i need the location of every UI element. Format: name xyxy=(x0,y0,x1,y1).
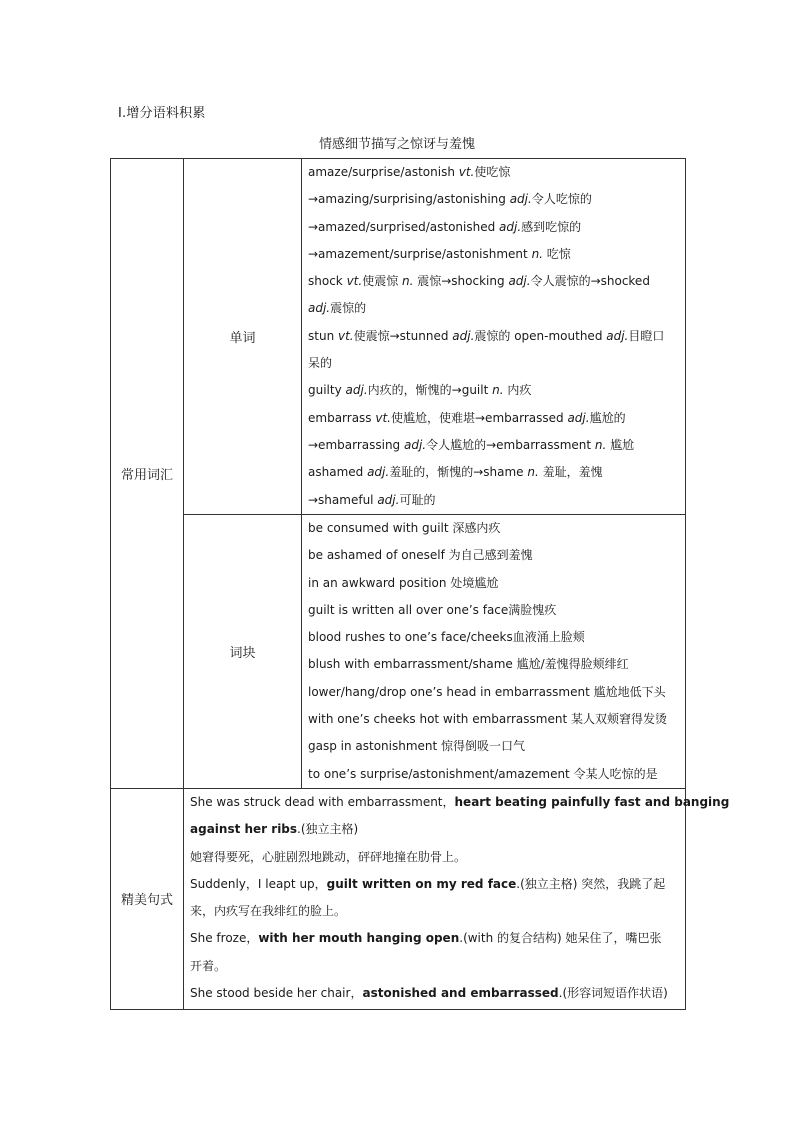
danci-segment: 尴尬 xyxy=(606,437,635,452)
cikuai-segment: be ashamed of oneself 为自己感到羞愧 xyxy=(308,548,533,563)
cikuai-line xyxy=(308,733,681,760)
danci-segment: 震惊的 xyxy=(330,301,367,316)
danci-segment: vt. xyxy=(337,328,354,343)
jingmei-segment: 她窘得要死，心脏剧烈地跳动，砰砰地撞在肋骨上。 xyxy=(190,849,467,864)
danci-segment: vt. xyxy=(458,165,475,179)
jingmei-segment: .(with 的复合结构) 她呆住了，嘴巴张 xyxy=(459,931,662,946)
danci-segment: adj. xyxy=(499,219,522,234)
cikuai-line xyxy=(308,624,681,651)
table-row-jingmei xyxy=(111,788,686,1009)
danci-list xyxy=(308,159,681,514)
danci-content xyxy=(302,159,686,515)
cikuai-segment: be consumed with guilt 深感内疚 xyxy=(308,521,501,535)
jingmei-segment: She froze， xyxy=(190,931,259,946)
cikuai-line xyxy=(308,515,681,542)
danci-segment: 感到吃惊的 xyxy=(521,219,582,234)
jingmei-line xyxy=(190,898,681,925)
jingmei-line xyxy=(190,953,681,980)
danci-segment: 羞耻，羞愧 xyxy=(538,465,603,480)
jingmei-segment: against her ribs xyxy=(190,822,298,837)
danci-segment: 震惊的 open-mouthed xyxy=(474,328,607,343)
danci-segment: 使吃惊 xyxy=(474,165,511,179)
jingmei-line xyxy=(190,844,681,871)
danci-segment: 呆的 xyxy=(308,356,333,371)
danci-segment: embarrass xyxy=(308,410,376,425)
danci-segment: adj. xyxy=(367,465,390,480)
danci-line xyxy=(308,295,681,322)
danci-segment: n. xyxy=(531,246,543,261)
cikuai-list xyxy=(308,515,681,788)
danci-segment: 使震惊→stunned xyxy=(353,328,453,343)
category-changyong-cihui: 常用词汇 xyxy=(111,159,184,789)
danci-line xyxy=(308,159,681,186)
danci-segment: 尴尬的 xyxy=(589,410,626,425)
danci-segment: 目瞪口 xyxy=(628,328,665,343)
jingmei-content xyxy=(184,788,730,1009)
jingmei-line xyxy=(190,816,681,843)
jingmei-segment: .(形容词短语作状语) xyxy=(558,986,668,1001)
jingmei-segment: .(独立主格) xyxy=(297,822,359,837)
cikuai-segment: with one’s cheeks hot with embarrassment 某人双颊窘得发烫 xyxy=(308,712,667,727)
cikuai-segment: blood rushes to one’s face/cheeks血液涌上脸颊 xyxy=(308,630,585,645)
danci-segment: n. xyxy=(492,383,504,398)
danci-segment: 内疚 xyxy=(503,383,532,398)
cikuai-line xyxy=(308,706,681,733)
table-title: 情感细节描写之惊讶与羞愧 xyxy=(318,137,475,152)
cikuai-line xyxy=(308,570,681,597)
jingmei-segment: Suddenly，I leapt up， xyxy=(190,876,327,891)
section-heading: Ⅰ.增分语料积累 xyxy=(118,106,206,121)
danci-segment: →amazing/surprising/astonishing xyxy=(308,192,510,207)
cikuai-segment: in an awkward position 处境尴尬 xyxy=(308,575,499,590)
jingmei-segment: guilt written on my red face xyxy=(326,876,517,891)
cikuai-segment: to one’s surprise/astonishment/amazement 令某人吃惊的是 xyxy=(308,766,658,781)
jingmei-segment: 来，内疚写在我绯红的脸上。 xyxy=(190,904,347,919)
danci-line xyxy=(308,405,681,432)
danci-segment: 可耻的 xyxy=(399,492,436,507)
jingmei-segment: with her mouth hanging open xyxy=(258,931,460,946)
danci-segment: adj. xyxy=(452,328,475,343)
danci-segment: adj. xyxy=(308,301,331,316)
category-jingmei-jushi: 精美句式 xyxy=(111,788,184,1009)
cikuai-line xyxy=(308,679,681,706)
danci-segment: adj. xyxy=(567,410,590,425)
danci-line xyxy=(308,459,681,486)
danci-segment: 吃惊 xyxy=(542,246,571,261)
danci-segment: ashamed xyxy=(308,465,368,480)
danci-line xyxy=(308,323,681,350)
danci-segment: 令人吃惊的 xyxy=(531,192,592,207)
danci-segment: adj. xyxy=(403,437,427,452)
danci-segment: n. xyxy=(402,274,414,289)
cikuai-content xyxy=(302,515,686,789)
danci-segment: 令人尴尬的→embarrassment xyxy=(426,437,595,452)
danci-line xyxy=(308,241,681,268)
jingmei-segment: heart beating painfully fast and banging xyxy=(454,794,730,809)
danci-segment: →amazed/surprised/astonished xyxy=(308,219,500,234)
vocabulary-table xyxy=(110,158,730,1010)
cikuai-line xyxy=(308,651,681,678)
danci-line xyxy=(308,377,681,404)
cikuai-segment: gasp in astonishment 惊得倒吸一口气 xyxy=(308,739,526,754)
danci-segment: vt. xyxy=(346,274,363,289)
jingmei-list xyxy=(190,789,730,1007)
jingmei-line xyxy=(190,925,681,952)
danci-segment: 使震惊 xyxy=(362,274,403,289)
danci-segment: adj. xyxy=(345,383,368,398)
danci-segment: adj. xyxy=(377,492,400,507)
danci-segment: 内疚的，惭愧的→guilt xyxy=(367,383,493,398)
cikuai-line xyxy=(308,597,681,624)
cikuai-line xyxy=(308,542,681,569)
danci-segment: 羞耻的，惭愧的→shame xyxy=(389,465,528,480)
subcategory-danci: 单词 xyxy=(184,159,302,515)
danci-segment: shock xyxy=(308,274,347,289)
danci-line xyxy=(308,268,681,295)
danci-segment: stun xyxy=(308,328,338,343)
danci-segment: 使尴尬，使难堪→embarrassed xyxy=(391,410,568,425)
danci-segment: 令人震惊的→shocked xyxy=(530,274,650,289)
jingmei-segment: She stood beside her chair， xyxy=(190,986,363,1001)
danci-line xyxy=(308,432,681,459)
danci-line xyxy=(308,186,681,213)
jingmei-line xyxy=(190,871,681,898)
jingmei-segment: 开着。 xyxy=(190,958,227,973)
cikuai-line xyxy=(308,761,681,788)
danci-segment: n. xyxy=(594,437,607,452)
cikuai-segment: lower/hang/drop one’s head in embarrassment 尴尬地低下头 xyxy=(308,684,666,699)
jingmei-segment: astonished and embarrassed xyxy=(362,986,559,1001)
danci-line xyxy=(308,214,681,241)
jingmei-line xyxy=(190,980,681,1007)
danci-segment: adj. xyxy=(508,274,531,289)
danci-segment: amaze/surprise/astonish xyxy=(308,165,459,179)
jingmei-segment: She was struck dead with embarrassment， xyxy=(190,794,455,809)
danci-segment: n. xyxy=(527,465,539,480)
danci-segment: →shameful xyxy=(308,492,378,507)
table-row-cikuai xyxy=(111,515,686,789)
subcategory-cikuai: 词块 xyxy=(184,515,302,789)
danci-segment: 震惊→shocking xyxy=(413,274,509,289)
danci-segment: →embarrassing xyxy=(308,437,404,452)
cikuai-segment: guilt is written all over one’s face满脸愧疚 xyxy=(308,602,557,617)
cikuai-segment: blush with embarrassment/shame 尴尬/羞愧得脸颊绯红 xyxy=(308,657,629,672)
danci-segment: guilty xyxy=(308,383,346,398)
danci-line xyxy=(308,350,681,377)
danci-segment: adj. xyxy=(509,192,532,207)
jingmei-segment: .(独立主格) 突然，我跳了起 xyxy=(516,876,666,891)
danci-segment: vt. xyxy=(375,410,391,425)
jingmei-line xyxy=(190,789,730,816)
danci-line xyxy=(308,487,681,514)
table-row-danci xyxy=(111,159,686,515)
danci-segment: adj. xyxy=(606,328,629,343)
danci-segment: →amazement/surprise/astonishment xyxy=(308,246,532,261)
